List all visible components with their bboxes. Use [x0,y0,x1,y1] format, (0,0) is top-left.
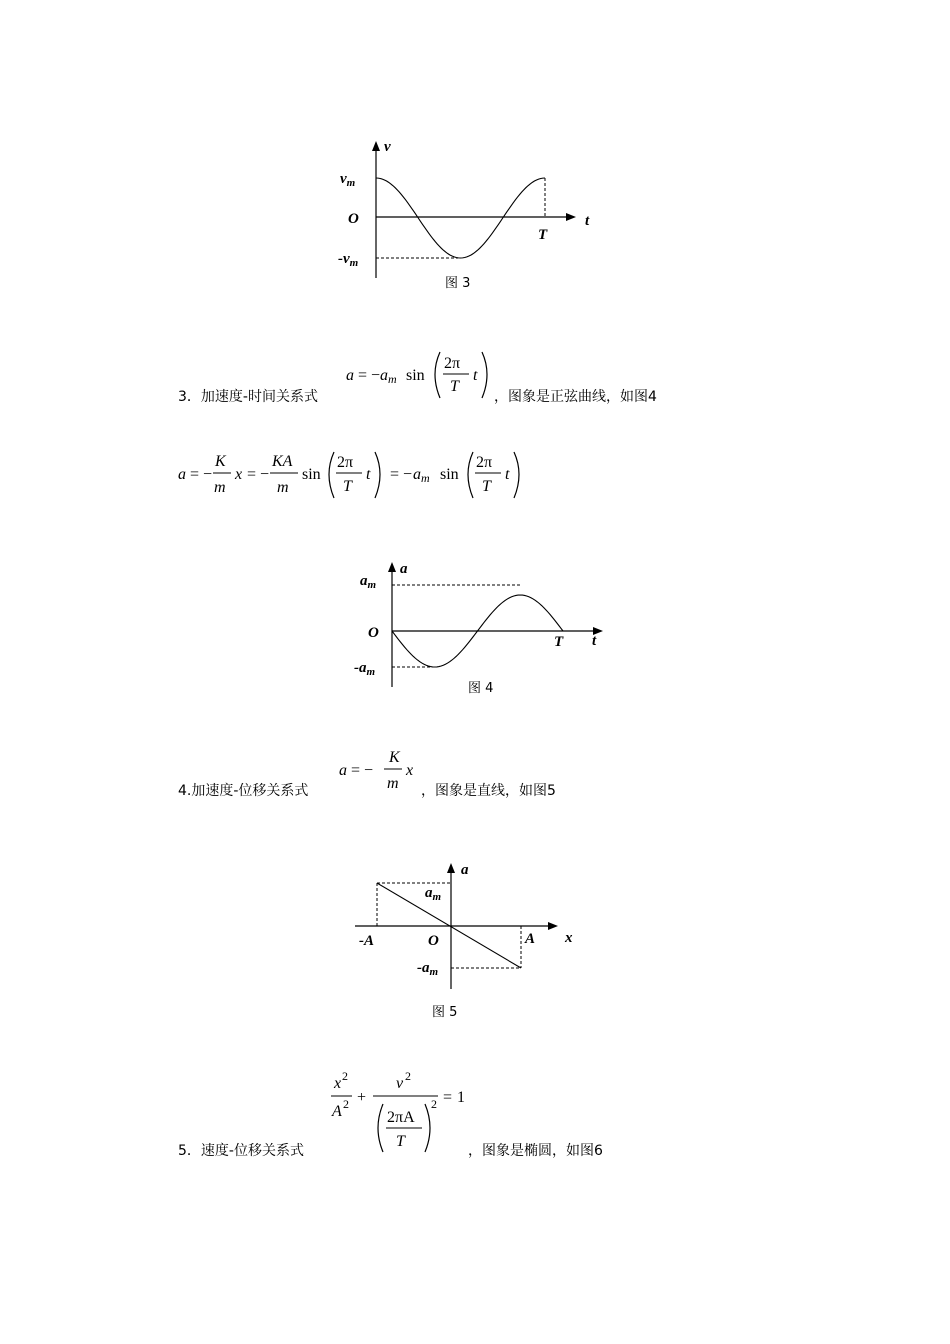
svg-text:t: t [505,466,510,483]
svg-text:m: m [388,372,397,386]
svg-text:KA: KA [272,453,293,470]
svg-text:T: T [450,378,459,395]
svg-text:=: = [190,466,200,483]
section-5-text-before: 5．速度-位移关系式 [178,1143,304,1159]
svg-text:m: m [277,479,289,496]
max-label: $v_m$ [340,171,356,189]
min-label: $-a_m$ [417,960,439,978]
figure-4-acceleration-time-graph [340,555,640,700]
svg-text:sin: sin [406,367,425,384]
svg-text:t: t [366,466,371,483]
svg-text:1: 1 [457,1089,465,1106]
velocity-curve [376,178,545,258]
formula-velocity-displacement [328,1068,470,1160]
origin-label: O [348,211,359,227]
svg-text:=: = [247,466,257,483]
svg-text:K: K [389,749,400,766]
y-axis-label: a [461,862,469,878]
svg-text:a: a [178,466,186,483]
section-4-text-after: ，图象是直线，如图5 [421,783,556,799]
svg-text:sin: sin [302,466,321,483]
svg-text:a: a [413,466,421,483]
svg-text:T: T [396,1133,405,1150]
y-axis-arrow-icon [372,141,380,151]
min-label: $-v_m$ [338,251,359,269]
svg-text:=: = [390,466,400,483]
figure-caption: 图 4 [468,681,494,696]
figure-3-velocity-time-graph [320,135,620,295]
section-3-text-before: 3．加速度-时间关系式 [178,389,318,405]
section-5-text-after: ，图象是椭圆，如图6 [468,1143,603,1159]
svg-text:x: x [334,1075,342,1092]
period-label: T [538,227,548,243]
svg-text:=: = [351,762,361,779]
figure-caption: 图 5 [432,1005,458,1020]
svg-text:=: = [358,367,368,384]
svg-text:−: − [203,466,213,483]
svg-text:t: t [473,367,478,384]
period-label: T [554,634,564,650]
svg-text:2π: 2π [476,454,493,471]
svg-text:K: K [215,453,226,470]
svg-text:−: − [371,367,381,384]
svg-text:2π: 2π [444,355,461,372]
svg-text:T: T [343,478,352,495]
svg-text:2: 2 [343,1097,349,1111]
x-axis-arrow-icon [548,922,558,930]
svg-text:−: − [403,466,413,483]
svg-text:a: a [339,762,347,779]
origin-label: O [368,625,379,641]
x-axis-label: t [592,633,597,649]
y-axis-label: a [400,561,408,577]
svg-text:2: 2 [405,1069,411,1083]
formula-acceleration-displacement [336,745,422,797]
svg-text:+: + [357,1089,367,1106]
svg-text:sin: sin [440,466,459,483]
formula-acceleration-time [342,348,492,404]
svg-text:x: x [235,466,243,483]
svg-text:v: v [396,1075,404,1092]
max-label: $a_m$ [425,885,442,903]
svg-text:x: x [406,762,414,779]
svg-text:a: a [380,367,388,384]
svg-text:−: − [260,466,270,483]
svg-text:−: − [364,762,374,779]
svg-text:=: = [443,1089,453,1106]
x-axis-label: t [585,213,590,229]
svg-text:2: 2 [342,1069,348,1083]
a-label: A [525,931,536,947]
figure-5-acceleration-displacement-graph [345,852,595,1027]
svg-text:a: a [346,367,354,384]
svg-text:T: T [482,478,491,495]
x-axis-arrow-icon [566,213,576,221]
max-label: $a_m$ [360,573,377,591]
section-3-text-after: ，图象是正弦曲线，如图4 [494,389,657,405]
neg-a-label: -A [359,933,374,949]
svg-text:A: A [332,1103,342,1120]
svg-text:m: m [214,479,226,496]
y-axis-arrow-icon [388,562,396,572]
svg-text:2πA: 2πA [387,1109,415,1126]
formula-derivation [176,448,536,504]
figure-caption: 图 3 [445,276,471,291]
svg-text:m: m [387,775,399,792]
svg-text:2π: 2π [337,454,354,471]
x-axis-label: x [565,930,573,946]
svg-text:m: m [421,471,430,485]
min-label: $-a_m$ [354,660,376,678]
svg-text:2: 2 [431,1097,437,1111]
y-axis-label: v [384,139,391,155]
section-4-text-before: 4.加速度-位移关系式 [178,783,309,799]
origin-label: O [428,933,439,949]
y-axis-arrow-icon [447,863,455,873]
